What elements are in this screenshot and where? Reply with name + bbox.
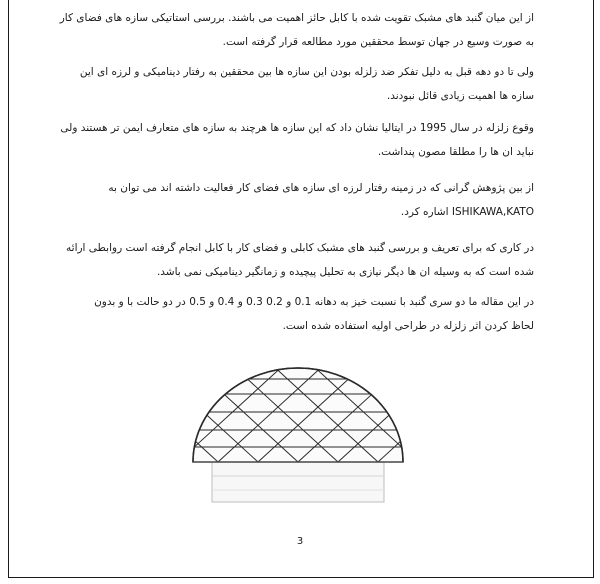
- paragraph-2-line-2: سازه ها اهمیت زیادی قائل نبودند.: [386, 90, 534, 102]
- paragraph-1-line-1: از این میان گنبد های مشبک تقویت شده با کابل حائز اهمیت می باشند. بررسی استاتیکی سازه های فضای کار: [59, 12, 534, 24]
- page-number: 3: [296, 536, 304, 547]
- paragraph-6-line-2: لحاظ کردن اثر زلزله در طراحی اولیه استفاده شده است.: [282, 320, 534, 332]
- paragraph-5: [64, 236, 534, 284]
- paragraph-1: [59, 6, 534, 54]
- geodesic-dome-icon: [178, 352, 418, 506]
- paragraph-1-line-2: به صورت وسیع در جهان توسط محققین مورد مطالعه قرار گرفته است.: [222, 36, 534, 48]
- paragraph-4: [64, 176, 534, 224]
- paragraph-6-line-1: در این مقاله ما دو سری گنبد با نسبت خیز به دهانه 0.1 و 0.2 0.3 و 0.4 و 0.5 در دو حالت با و بدون: [94, 296, 534, 308]
- paragraph-4-line-1: از بین پژوهش گرانی که در زمینه رفتار لرزه ای سازه های فضای کار فعالیت داشته اند می توان به: [108, 182, 534, 194]
- paragraph-2-line-1: ولی تا دو دهه قبل به دلیل تفکر ضد زلزله بودن این سازه ها بین محققین به رفتار دینامیکی و لرزه ای این: [79, 66, 534, 78]
- paragraph-2: [64, 60, 534, 108]
- paragraph-5-line-1: در کاری که برای تعریف و بررسی گنبد های مشبک کابلی و فضای کار با کابل انجام گرفته است روابطی ارائه: [66, 242, 534, 254]
- paragraph-5-line-2: شده است که به وسیله ان ها دیگر نیازی به تحلیل پیچیده و زمانگیر دینامیکی نمی باشد.: [156, 266, 534, 278]
- paragraph-3: [60, 116, 534, 164]
- paragraph-4-line-2: ISHIKAWA,KATO اشاره کرد.: [400, 206, 534, 218]
- paragraph-3-line-1: وقوع زلزله در سال 1995 در ایتالیا نشان داد که این سازه ها هرچند به سازه های متعارف ایمن تر هستند ولی: [60, 122, 534, 134]
- paragraph-6: [64, 290, 534, 338]
- paragraph-3-line-2: نباید ان ها را مطلقا مصون پنداشت.: [377, 146, 534, 158]
